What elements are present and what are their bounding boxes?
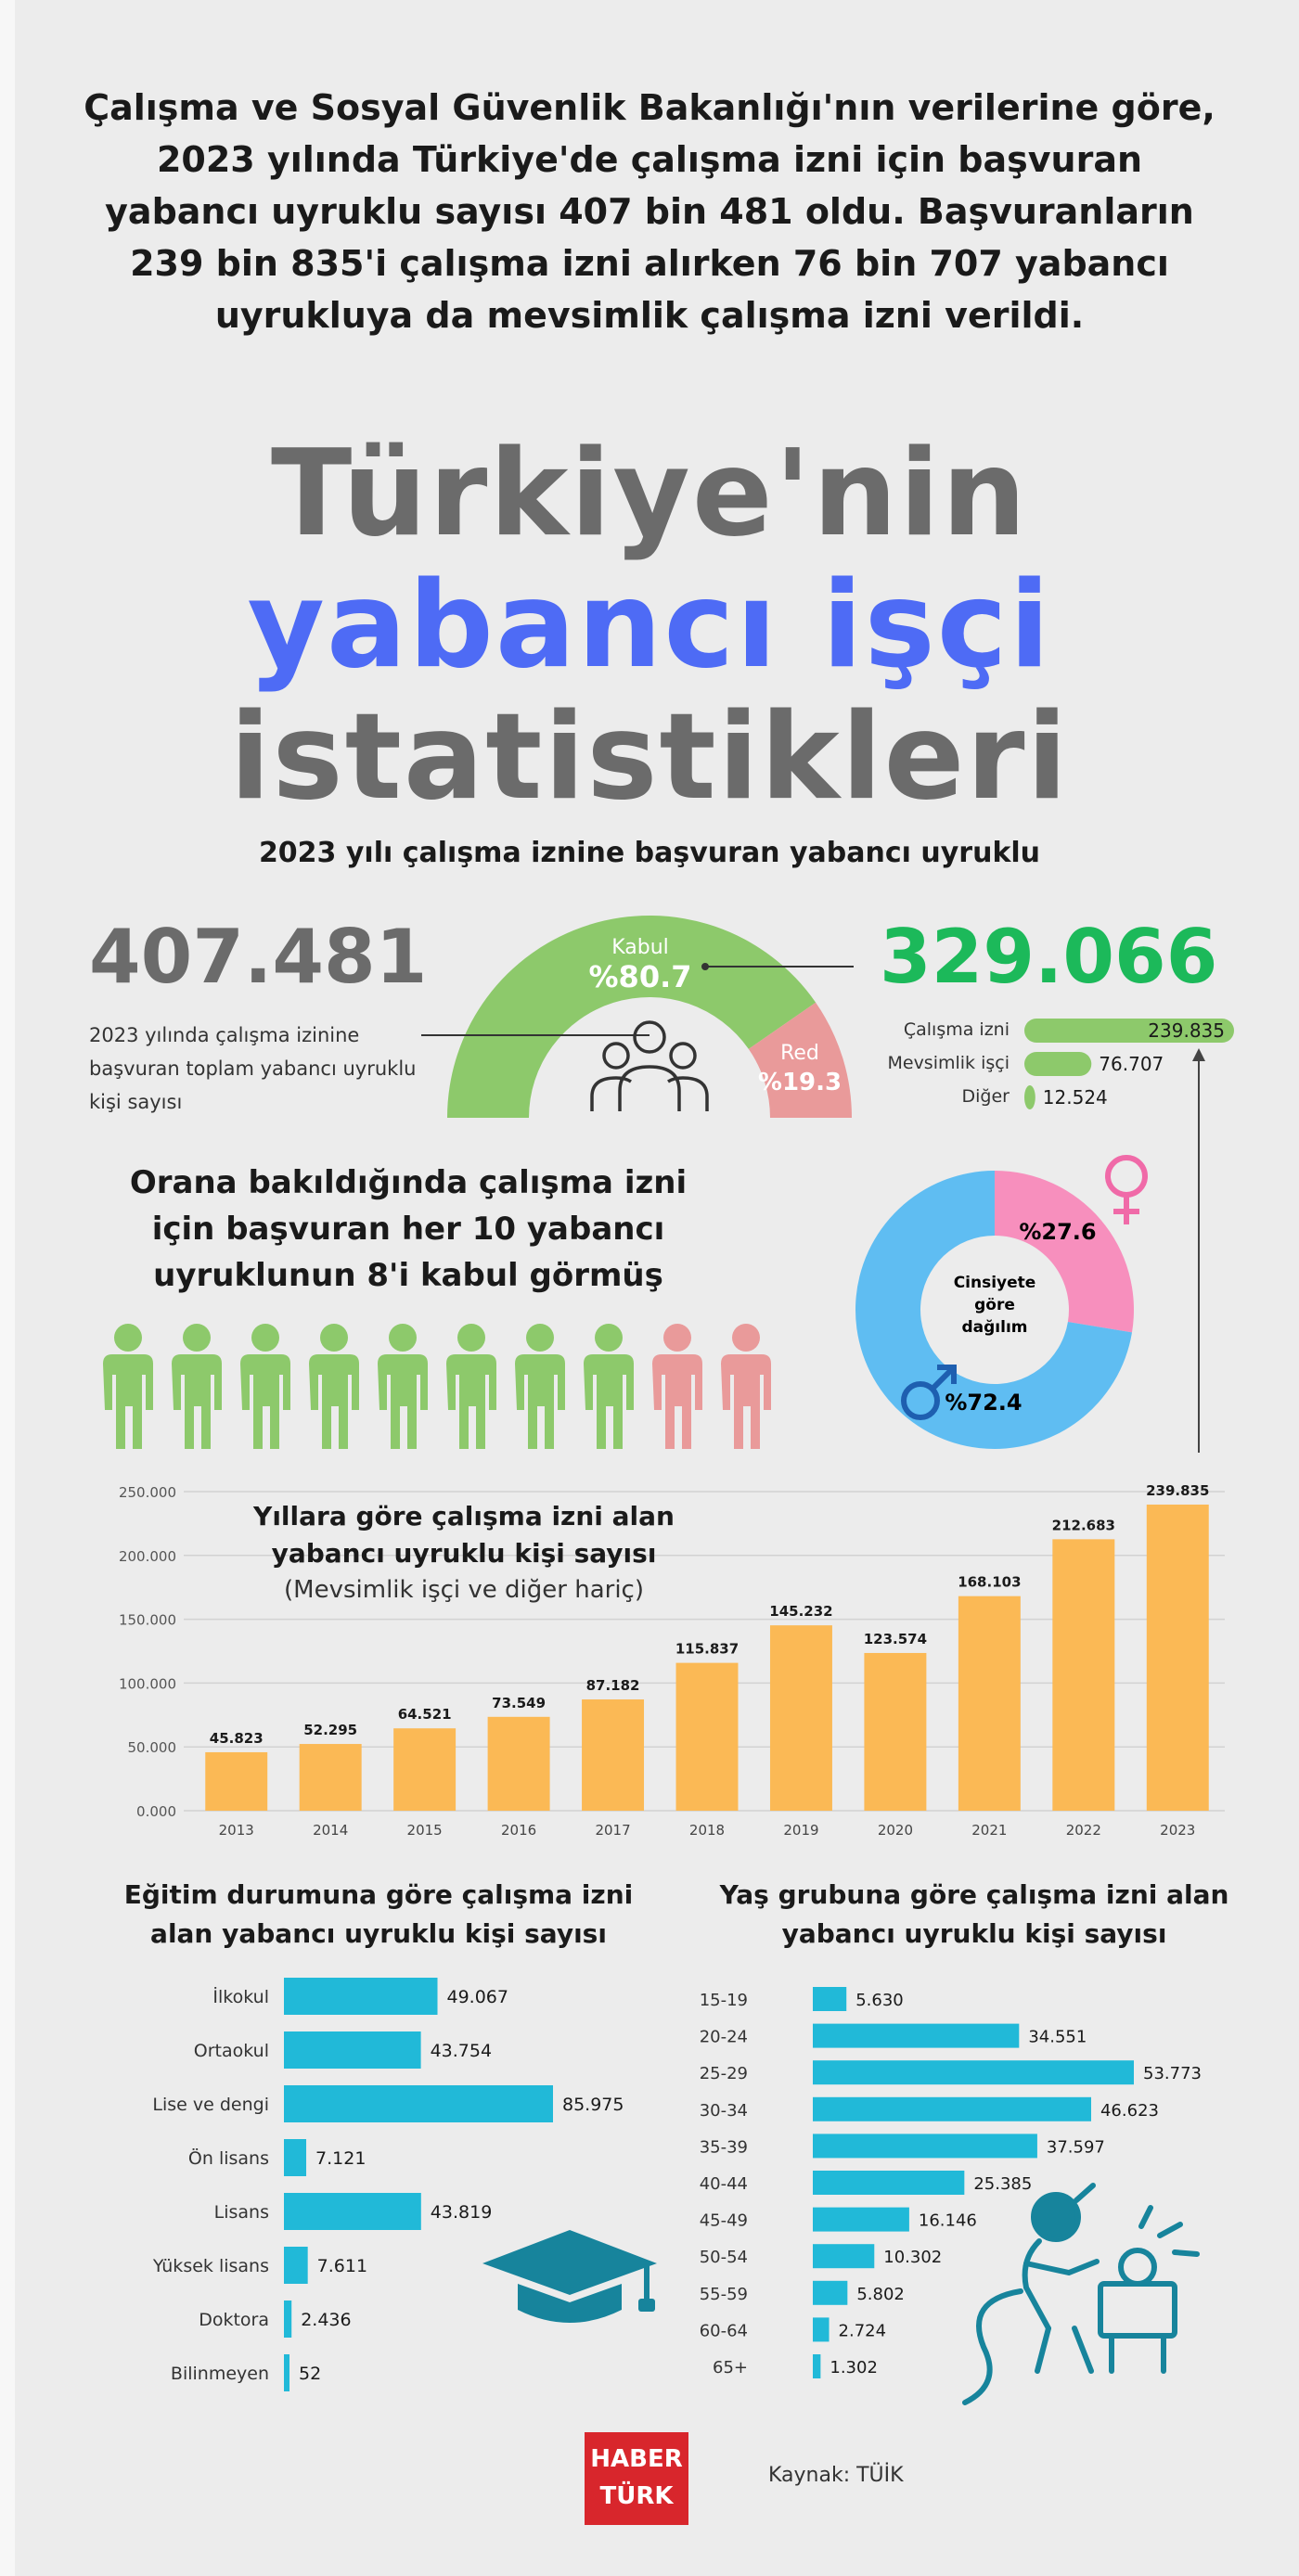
- hbar-value: 53.773: [1143, 2064, 1202, 2084]
- year-y-tick: 100.000: [118, 1675, 176, 1693]
- year-bar-label: 239.835: [1146, 1481, 1210, 1499]
- section-subtitle: 2023 yılı çalışma iznine başvuran yabancı uyruklu: [258, 837, 1041, 869]
- year-x-tick: 2016: [500, 1822, 537, 1839]
- hbar-bar: [284, 1978, 438, 2015]
- source-text: Kaynak: TÜİK: [768, 2464, 904, 2487]
- hbar-label: Yüksek lisans: [152, 2256, 269, 2276]
- education-bar-chart: [152, 1978, 624, 2391]
- breakdown-row: [904, 1019, 1234, 1043]
- accepted-total-value: 329.066: [880, 914, 1218, 1000]
- year-bar: [770, 1625, 832, 1811]
- ratio-text: Orana bakıldığında çalışma izni için başvuran her 10 yabancı uyruklunun 8'i kabul görmüş: [129, 1164, 688, 1294]
- hbar-label: Bilinmeyen: [170, 2364, 269, 2384]
- year-x-tick: 2022: [1065, 1822, 1101, 1839]
- hbar-bar: [813, 2354, 820, 2378]
- donut-female-pct: %27.6: [1019, 1219, 1097, 1245]
- breakdown-label: Mevsimlik işçi: [887, 1053, 1010, 1073]
- hbar-value: 2.436: [301, 2310, 352, 2330]
- hbar-label: 20-24: [699, 2027, 748, 2047]
- gender-donut: [855, 1158, 1145, 1449]
- female-symbol-icon: [1108, 1158, 1145, 1224]
- hbar-label: 40-44: [699, 2174, 748, 2194]
- breakdown-value: 76.707: [1099, 1053, 1164, 1075]
- hbar-bar: [813, 2097, 1091, 2121]
- ratio-people-row: [103, 1324, 771, 1449]
- hbar-bar: [813, 2024, 1019, 2048]
- hbar-row: [700, 1987, 904, 2011]
- year-x-tick: 2019: [783, 1822, 819, 1839]
- hbar-row: [199, 2300, 351, 2338]
- person-icon: [172, 1324, 222, 1449]
- hbar-row: [700, 2171, 1033, 2195]
- breakdown-row: [962, 1085, 1108, 1109]
- hbar-bar: [813, 2208, 909, 2232]
- hbar-value: 5.802: [856, 2284, 905, 2304]
- welder-icon: [965, 2185, 1197, 2403]
- breakdown-row: [887, 1052, 1164, 1076]
- hbar-row: [700, 2317, 886, 2341]
- year-chart-title-1: Yıllara göre çalışma izni alan: [253, 1501, 675, 1532]
- hbar-value: 16.146: [918, 2211, 977, 2231]
- year-y-tick: 0.000: [136, 1803, 176, 1820]
- hbar-row: [713, 2354, 878, 2378]
- hbar-label: 15-19: [699, 1991, 748, 2010]
- year-x-tick: 2014: [313, 1822, 349, 1839]
- year-bar: [393, 1728, 456, 1811]
- donut-female-slice: [995, 1171, 1134, 1332]
- year-x-tick: 2023: [1160, 1822, 1196, 1839]
- hbar-row: [700, 2281, 905, 2305]
- hbar-value: 37.597: [1046, 2137, 1105, 2158]
- hbar-label: Ortaokul: [193, 2041, 269, 2061]
- intro-paragraph: Çalışma ve Sosyal Güvenlik Bakanlığı'nın verilerine göre, 2023 yılında Türkiye'de çalışma izni için başvuran yabancı uyruklu sayısı 407 bin 481 oldu. Başvuranların 239 bin 835'i çalışma izni alırken 76 bin 707 yabancı uyrukluya da mevsimlik çalışma izni verildi.: [84, 87, 1215, 336]
- hbar-bar: [284, 2085, 553, 2122]
- logo-line-2: TÜRK: [599, 2482, 674, 2510]
- hbar-bar: [284, 2139, 306, 2176]
- donut-center-line-3: dağılım: [961, 1318, 1028, 1337]
- hbar-label: Ön lisans: [187, 2148, 269, 2169]
- year-bar: [864, 1653, 926, 1811]
- hbar-label: Doktora: [199, 2310, 269, 2330]
- year-bar: [488, 1717, 550, 1811]
- donut-center-line-1: Cinsiyete: [953, 1274, 1036, 1292]
- year-bar: [958, 1596, 1021, 1811]
- acceptance-gauge: [421, 916, 854, 1118]
- hbar-row: [171, 2354, 321, 2391]
- year-bar: [1052, 1539, 1114, 1811]
- accepted-leader-dot: [701, 963, 709, 970]
- hbar-value: 7.121: [315, 2148, 367, 2169]
- year-bar: [582, 1699, 644, 1811]
- year-bar-label: 45.823: [209, 1729, 264, 1747]
- year-bar: [676, 1663, 739, 1811]
- hbar-bar: [813, 2134, 1037, 2158]
- person-icon: [515, 1324, 565, 1449]
- gauge-accept-pct: %80.7: [588, 959, 692, 994]
- headline-line-2: yabancı işçi: [247, 557, 1052, 695]
- hbar-label: 30-34: [699, 2100, 748, 2121]
- hbar-label: 25-29: [699, 2064, 748, 2084]
- hbar-value: 49.067: [446, 1987, 508, 2007]
- donut-male-pct: %72.4: [945, 1390, 1022, 1416]
- year-bar-label: 87.182: [585, 1677, 640, 1695]
- hbar-value: 5.630: [855, 1991, 904, 2010]
- year-x-tick: 2013: [218, 1822, 254, 1839]
- total-applicants-value: 407.481: [89, 914, 428, 1000]
- hbar-row: [700, 2134, 1105, 2158]
- year-bar: [205, 1752, 267, 1811]
- hbar-label: 65+: [713, 2358, 748, 2377]
- person-icon: [446, 1324, 496, 1449]
- hbar-value: 1.302: [830, 2358, 878, 2377]
- hbar-row: [700, 2060, 1202, 2084]
- hbar-row: [700, 2244, 943, 2268]
- hbar-label: 45-49: [699, 2211, 748, 2231]
- breakdown-value: 12.524: [1042, 1086, 1108, 1109]
- hbar-row: [212, 1978, 508, 2015]
- year-bar-label: 212.683: [1051, 1517, 1115, 1534]
- person-icon: [584, 1324, 634, 1449]
- hbar-bar: [813, 1987, 846, 2011]
- year-y-tick: 50.000: [127, 1739, 176, 1757]
- year-x-tick: 2020: [877, 1822, 914, 1839]
- hbar-value: 2.724: [838, 2321, 887, 2341]
- hbar-row: [188, 2139, 367, 2176]
- hbar-row: [152, 2085, 624, 2122]
- hbar-label: İlkokul: [212, 1987, 269, 2007]
- year-bar-label: 168.103: [958, 1573, 1022, 1591]
- year-chart-subtitle: (Mevsimlik işçi ve diğer hariç): [284, 1576, 644, 1604]
- year-bar: [1147, 1505, 1209, 1811]
- gauge-accept-label: Kabul: [611, 936, 669, 959]
- hbar-bar: [813, 2244, 874, 2268]
- hbar-row: [214, 2193, 493, 2230]
- education-chart-title: Eğitim durumuna göre çalışma izni alan yabancı uyruklu kişi sayısı: [123, 1879, 634, 1949]
- hbar-label: Lise ve dengi: [152, 2095, 269, 2115]
- breakdown-value: 239.835: [1148, 1019, 1225, 1042]
- connector-arrow: [1192, 1048, 1205, 1453]
- gauge-reject-label: Red: [780, 1042, 819, 1065]
- year-x-tick: 2018: [688, 1822, 726, 1839]
- person-icon: [309, 1324, 359, 1449]
- hbar-label: Lisans: [213, 2202, 269, 2223]
- hbar-label: 60-64: [699, 2321, 748, 2341]
- breakdown-bar: [1024, 1052, 1091, 1076]
- year-bar: [300, 1744, 362, 1811]
- hbar-bar: [813, 2317, 830, 2341]
- breakdown-label: Diğer: [961, 1086, 1010, 1107]
- hbar-value: 52: [299, 2364, 322, 2384]
- hbar-bar: [284, 2300, 291, 2338]
- hbar-value: 43.819: [430, 2202, 493, 2223]
- breakdown-bar: [1024, 1085, 1035, 1109]
- year-y-tick: 150.000: [118, 1611, 176, 1629]
- hbar-label: 55-59: [699, 2284, 748, 2304]
- year-bar-label: 73.549: [492, 1694, 547, 1711]
- headline-line-1: Türkiye'nin: [271, 425, 1028, 563]
- person-icon: [652, 1324, 702, 1449]
- haberturk-logo: [585, 2432, 688, 2525]
- age-bar-chart: [700, 1987, 1202, 2378]
- headline-line-3: istatistikleri: [229, 688, 1070, 827]
- person-icon: [721, 1324, 771, 1449]
- accepted-breakdown: [887, 1019, 1234, 1109]
- year-y-tick: 200.000: [118, 1547, 176, 1565]
- year-chart-title-2: yabancı uyruklu kişi sayısı: [271, 1538, 657, 1569]
- breakdown-label: Çalışma izni: [903, 1019, 1010, 1040]
- hbar-row: [194, 2031, 492, 2069]
- year-bar-label: 123.574: [863, 1630, 928, 1647]
- hbar-bar: [284, 2247, 308, 2284]
- hbar-bar: [813, 2171, 964, 2195]
- hbar-row: [700, 2024, 1087, 2048]
- year-y-tick: 250.000: [118, 1484, 176, 1501]
- year-x-tick: 2017: [595, 1822, 631, 1839]
- hbar-value: 85.975: [562, 2095, 624, 2115]
- year-bar-label: 64.521: [397, 1706, 452, 1724]
- hbar-value: 43.754: [430, 2041, 493, 2061]
- hbar-bar: [284, 2193, 421, 2230]
- year-bar-label: 115.837: [675, 1640, 740, 1658]
- hbar-value: 34.551: [1028, 2027, 1087, 2047]
- hbar-value: 10.302: [883, 2248, 943, 2268]
- hbar-value: 46.623: [1100, 2100, 1159, 2121]
- hbar-row: [152, 2247, 367, 2284]
- year-x-tick: 2021: [971, 1822, 1008, 1839]
- hbar-value: 25.385: [973, 2174, 1033, 2194]
- total-applicants-description: 2023 yılında çalışma izinine başvuran toplam yabancı uyruklu kişi sayısı: [89, 1024, 417, 1113]
- age-chart-title: Yaş grubuna göre çalışma izni alan yabancı uyruklu kişi sayısı: [719, 1879, 1229, 1949]
- graduation-cap-icon: [482, 2230, 657, 2323]
- logo-line-1: HABER: [590, 2445, 683, 2473]
- year-x-tick: 2015: [406, 1822, 443, 1839]
- donut-center-line-2: göre: [974, 1296, 1015, 1314]
- hbar-label: 35-39: [699, 2137, 748, 2158]
- hbar-value: 7.611: [316, 2256, 368, 2276]
- yearly-bar-chart: [119, 1482, 1225, 1839]
- hbar-bar: [813, 2060, 1134, 2084]
- hbar-row: [700, 2097, 1159, 2121]
- gauge-reject-pct: %19.3: [757, 1069, 842, 1096]
- person-icon: [103, 1324, 153, 1449]
- hbar-row: [700, 2208, 977, 2232]
- hbar-bar: [284, 2031, 421, 2069]
- year-bar-label: 52.295: [303, 1722, 358, 1739]
- hbar-bar: [284, 2354, 289, 2391]
- person-icon: [378, 1324, 428, 1449]
- year-bar-label: 145.232: [769, 1603, 833, 1621]
- hbar-label: 50-54: [699, 2248, 748, 2268]
- hbar-bar: [813, 2281, 847, 2305]
- person-icon: [240, 1324, 290, 1449]
